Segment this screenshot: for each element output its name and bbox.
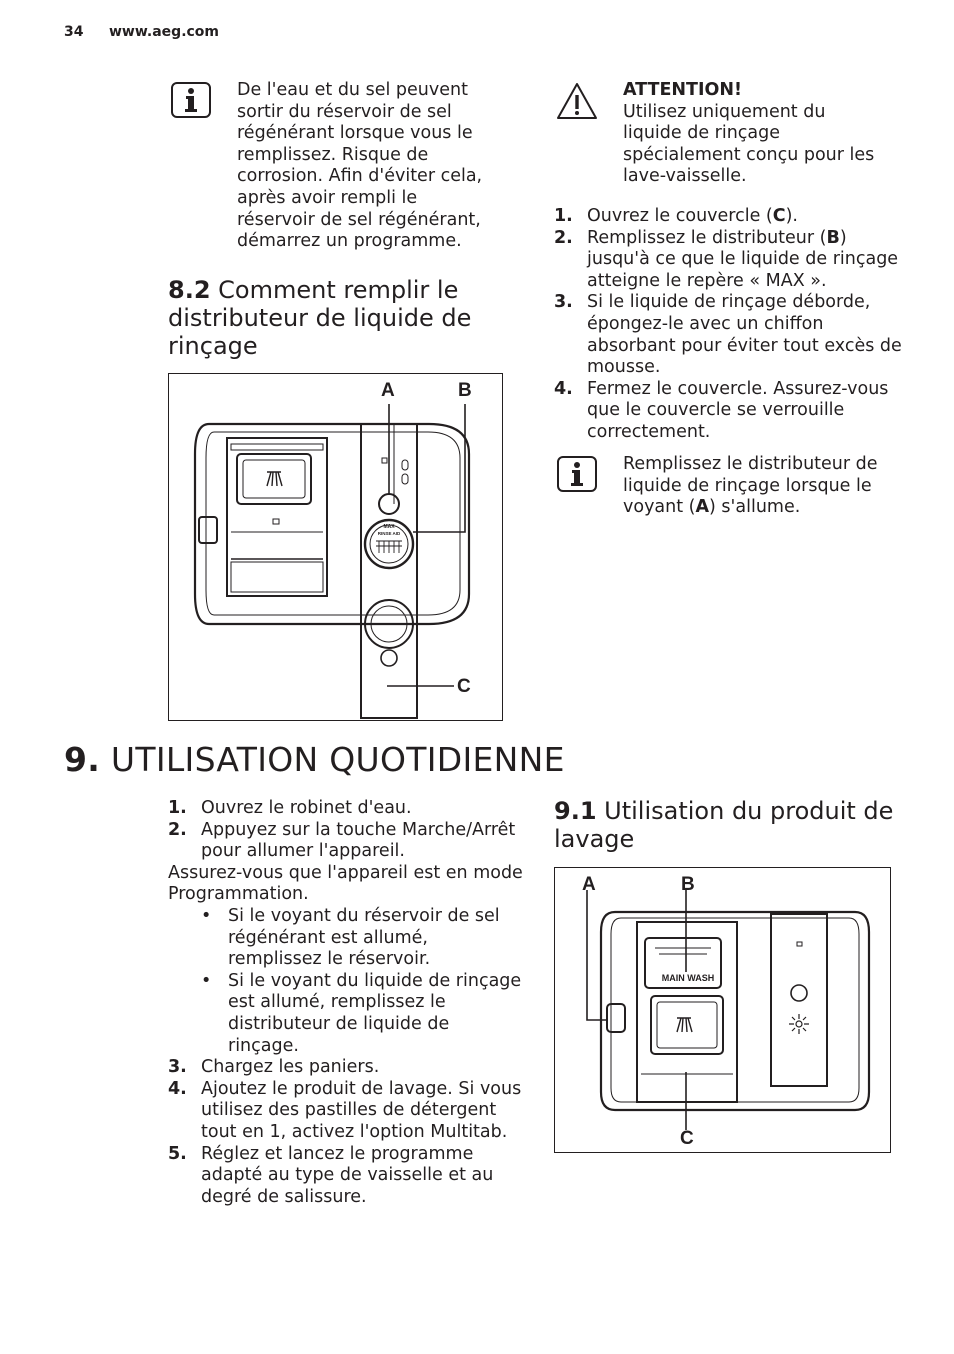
dial-rinse-label: RINSE AID [377, 531, 401, 536]
list-item: 4. Ajoutez le produit de lavage. Si vous utilisez des pastilles de détergent tout en 1, activez l'option Multitab. [168, 1078, 522, 1142]
list-item: 3. Chargez les paniers. [168, 1057, 380, 1078]
info-icon [557, 456, 597, 496]
list-item: 1. Ouvrez le robinet d'eau. [168, 798, 412, 818]
chapter-9-heading: 9. UTILISATION QUOTIDIENNE [64, 740, 565, 779]
mode-note: Assurez-vous que l'appareil est en mode Programmation. [168, 862, 523, 905]
info-note-2: Remplissez le distributeur de liquide de rinçage lorsque le voyant (A) s'allume. [623, 454, 878, 518]
rinse-aid-steps [554, 206, 908, 444]
warning-icon [556, 82, 598, 124]
figure-label-c: C [457, 676, 471, 697]
figure-label-a: A [582, 874, 596, 895]
page-number: 34 [64, 24, 84, 40]
attention-note: ATTENTION! Utilisez uniquement du liquide de rinçage spécialement conçu pour les lave-vaisselle. [623, 80, 875, 187]
list-item: • Si le voyant du liquide de rinçage est allumé, remplissez le distributeur de liquide de rinçage. [201, 970, 522, 1056]
section-number: 9.1 [554, 797, 597, 825]
list-item: • Si le voyant du réservoir de sel régénérant est allumé, remplissez le réservoir. [201, 905, 500, 970]
rinse-aid-dispenser-figure [168, 373, 503, 721]
section-8-2-heading: 8.2 Comment remplir le distributeur de liquide de rinçage [168, 276, 472, 360]
attention-title: ATTENTION! [623, 80, 743, 100]
dial-max-label: MAX [383, 524, 395, 530]
list-item: 4. Fermez le couvercle. Assurez-vous que le couvercle se verrouille correctement. [554, 378, 889, 442]
figure-label-b: B [458, 380, 472, 401]
info-note-1: De l'eau et du sel peuvent sortir du réservoir de sel régénérant lorsque vous le remplissez. Risque de corrosion. Afin d'éviter cela, après avoir rempli le réservoir de sel régénérant, démarrez un programme. [237, 80, 483, 252]
list-item: 3. Si le liquide de rinçage déborde, épongez-le avec un chiffon absorbant pour éviter tout excès de mousse. [554, 292, 902, 378]
daily-use-steps [168, 798, 524, 1208]
figure-label-a: A [381, 380, 395, 401]
list-item: 1. Ouvrez le couvercle (C). [554, 206, 798, 226]
main-wash-label: MAIN WASH [661, 973, 715, 983]
figure-label-c: C [680, 1128, 694, 1149]
website-link[interactable]: www.aeg.com [109, 24, 220, 40]
list-item: 5. Réglez et lancez le programme adapté au type de vaisselle et au degré de salissure. [168, 1143, 494, 1207]
chapter-number: 9. [64, 740, 101, 779]
list-item: 2. Appuyez sur la touche Marche/Arrêt pour allumer l'appareil. [168, 819, 516, 862]
list-item: 2. Remplissez le distributeur (B) jusqu'à ce que le liquide de rinçage atteigne le repère « MAX ». [554, 227, 899, 291]
section-number: 8.2 [168, 276, 211, 304]
detergent-dispenser-figure [554, 867, 891, 1153]
info-icon [171, 82, 211, 122]
section-9-1-heading: 9.1 Utilisation du produit de lavage [554, 797, 894, 853]
figure-label-b: B [681, 874, 695, 895]
